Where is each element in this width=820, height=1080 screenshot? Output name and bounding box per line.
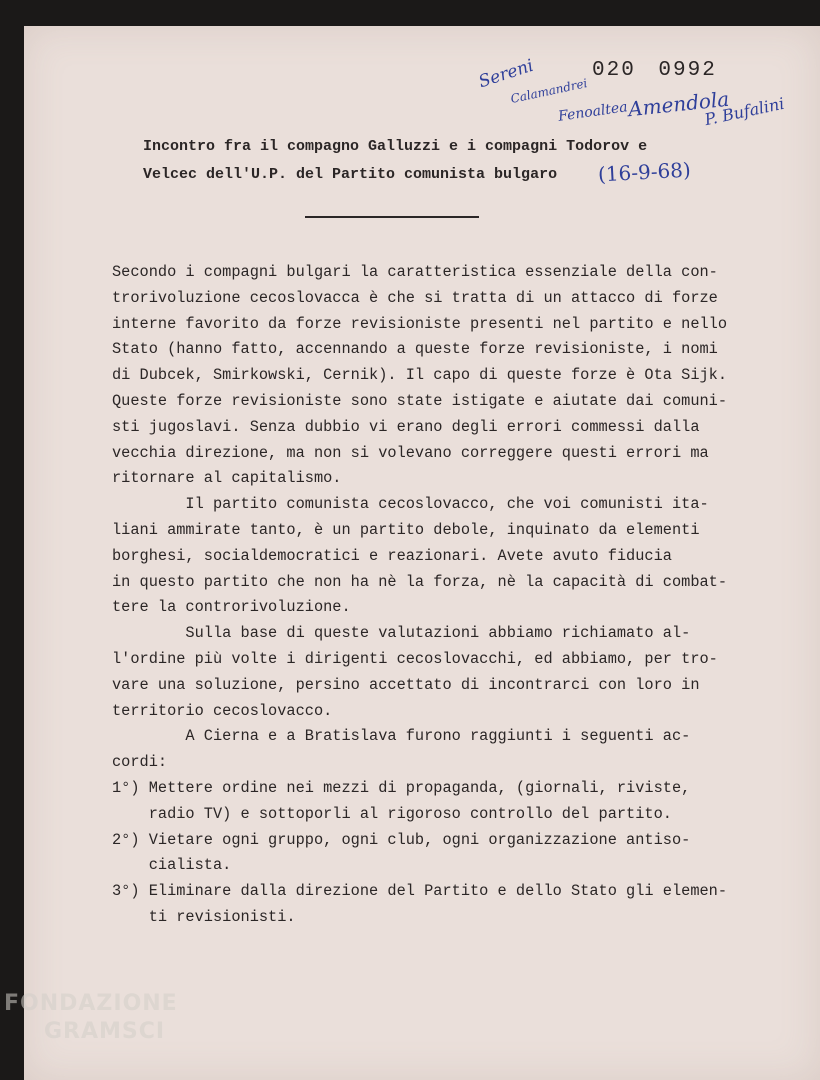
handwritten-name: Calamandrei (509, 76, 589, 106)
document-title-line: Incontro fra il compagno Galluzzi e i compagni Todorov e (143, 138, 648, 155)
document-body (112, 260, 762, 931)
body-line: borghesi, socialdemocratici e reazionari. Avete avuto fiducia (112, 546, 672, 565)
body-line: interne favorito da forze revisioniste presenti nel partito e nello (112, 314, 728, 333)
body-line: liani ammirate tanto, è un partito debole, inquinato da elementi (112, 520, 700, 539)
handwritten-date: (16-9-68) (597, 157, 692, 187)
body-line: vecchia direzione, ma non si volevano correggere questi errori ma (112, 443, 709, 462)
list-item-line: cialista. (112, 856, 232, 875)
body-line: A Cierna e a Bratislava furono raggiunti i seguenti ac- (112, 727, 691, 746)
body-line: Il partito comunista cecoslovacco, che voi comunisti ita- (112, 495, 709, 514)
body-line: in questo partito che non ha nè la forza, nè la capacità di combat- (112, 572, 728, 591)
body-line: Secondo i compagni bulgari la caratteristica essenziale della con- (112, 263, 718, 281)
body-line: Sulla base di queste valutazioni abbiamo richiamato al- (112, 624, 691, 643)
watermark-line: FONDAZIONE (4, 991, 178, 1016)
body-line: cordi: (112, 753, 168, 772)
list-item-line: 3°) Eliminare dalla direzione del Partito e dello Stato gli elemen- (112, 882, 728, 901)
list-item-line: ti revisionisti. (112, 907, 296, 926)
list-item-line: 1°) Mettere ordine nei mezzi di propaganda, (giornali, riviste, (112, 778, 691, 797)
handwritten-name: Sereni (476, 55, 536, 93)
body-line: vare una soluzione, persino accettato di incontrarci con loro in (112, 675, 700, 694)
body-line: l'ordine più volte i dirigenti cecoslovacchi, ed abbiamo, per tro- (112, 649, 718, 668)
body-line: tere la controrivoluzione. (112, 598, 351, 617)
body-line: di Dubcek, Smirkowski, Cernik). Il capo di queste forze è Ota Sijk. (112, 366, 728, 385)
title-underline (305, 216, 479, 218)
handwritten-name: Fenoaltea (557, 99, 629, 125)
body-line: territorio cecoslovacco. (112, 701, 333, 720)
body-line: Stato (hanno fatto, accennando a queste forze revisioniste, i nomi (112, 340, 718, 359)
handwritten-name: Amendola (627, 86, 731, 122)
handwritten-name: P. Bufalini (702, 93, 786, 130)
list-item-line: radio TV) e sottoporli al rigoroso controllo del partito. (112, 804, 672, 823)
watermark-line: GRAMSCI (44, 1019, 166, 1044)
document-number: 020 0992 (592, 59, 717, 82)
body-line: ritornare al capitalismo. (112, 469, 342, 488)
document-title-line: Velcec dell'U.P. del Partito comunista bulgaro (143, 166, 558, 183)
body-line: sti jugoslavi. Senza dubbio vi erano degli errori commessi dalla (112, 417, 700, 436)
list-item-line: 2°) Vietare ogni gruppo, ogni club, ogni organizzazione antiso- (112, 830, 691, 849)
body-line: Queste forze revisioniste sono state istigate e aiutate dai comuni- (112, 391, 728, 410)
archive-watermark (4, 990, 178, 1046)
body-line: trorivoluzione cecoslovacca è che si tratta di un attacco di forze (112, 288, 718, 307)
